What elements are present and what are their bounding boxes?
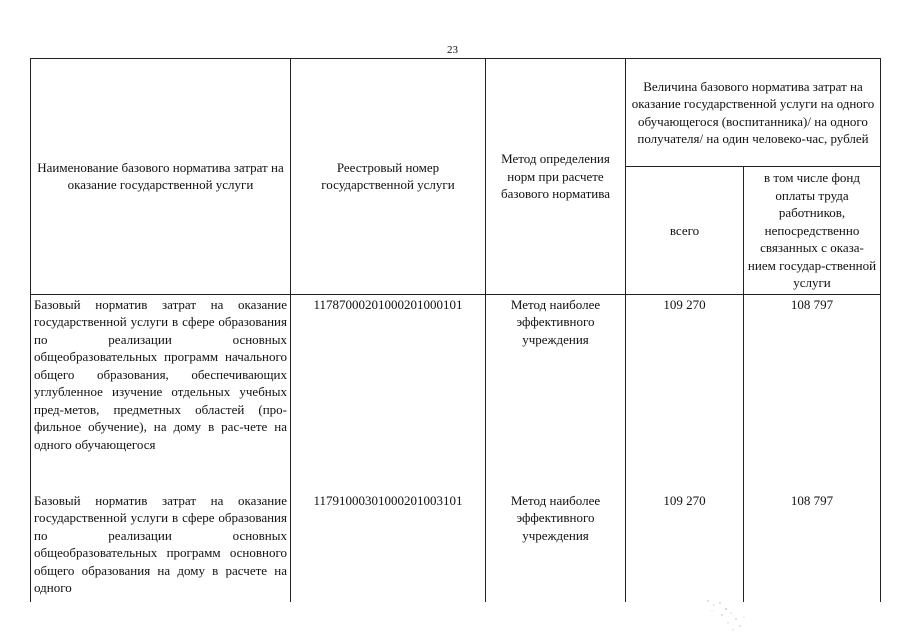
header-total: всего — [626, 167, 744, 295]
row-wage-fund-value: 108 797 — [744, 491, 881, 602]
row-total-value: 109 270 — [626, 491, 744, 602]
header-method: Метод определения норм при расчете базового норматива — [486, 59, 626, 295]
scan-artifact-mark — [700, 595, 750, 635]
row-registry-number: 11791000301000201003101 — [291, 491, 486, 602]
header-registry-number: Реестровый номер государственной услуги — [291, 59, 486, 295]
cost-norms-table — [30, 58, 881, 602]
row-wage-fund-value: 108 797 — [744, 294, 881, 491]
table-row — [31, 294, 881, 491]
row-method: Метод наиболее эффективного учреждения — [486, 491, 626, 602]
table-row — [31, 491, 881, 602]
header-wage-fund: в том числе фонд оплаты труда работников, непосредственно связанных с оказа-нием государ-ственной услуги — [744, 167, 881, 295]
row-method: Метод наиболее эффективного учреждения — [486, 294, 626, 491]
row-service-name: Базовый норматив затрат на оказание государственной услуги в сфере образования по реализации основных общеобразовательных программ основного общего образования на дому в расчете на одного — [31, 491, 291, 602]
page-number: 23 — [447, 44, 458, 56]
header-norm-value: Величина базового норматива затрат на оказание государственной услуги на одного обучающегося (воспитанника)/ на одного получателя/ на один человеко-час, рублей — [626, 59, 881, 167]
row-registry-number: 11787000201000201000101 — [291, 294, 486, 491]
header-name: Наименование базового норматива затрат на оказание государственной услуги — [31, 59, 291, 295]
row-service-name: Базовый норматив затрат на оказание государственной услуги в сфере образования по реализации основных общеобразовательных программ начального общего образования, обеспечивающих углубленное изучение отдельных учебных пред-метов, предметных областей (про-фильное обучение), на дому в рас-чете на одного обучающегося — [31, 294, 291, 491]
row-total-value: 109 270 — [626, 294, 744, 491]
